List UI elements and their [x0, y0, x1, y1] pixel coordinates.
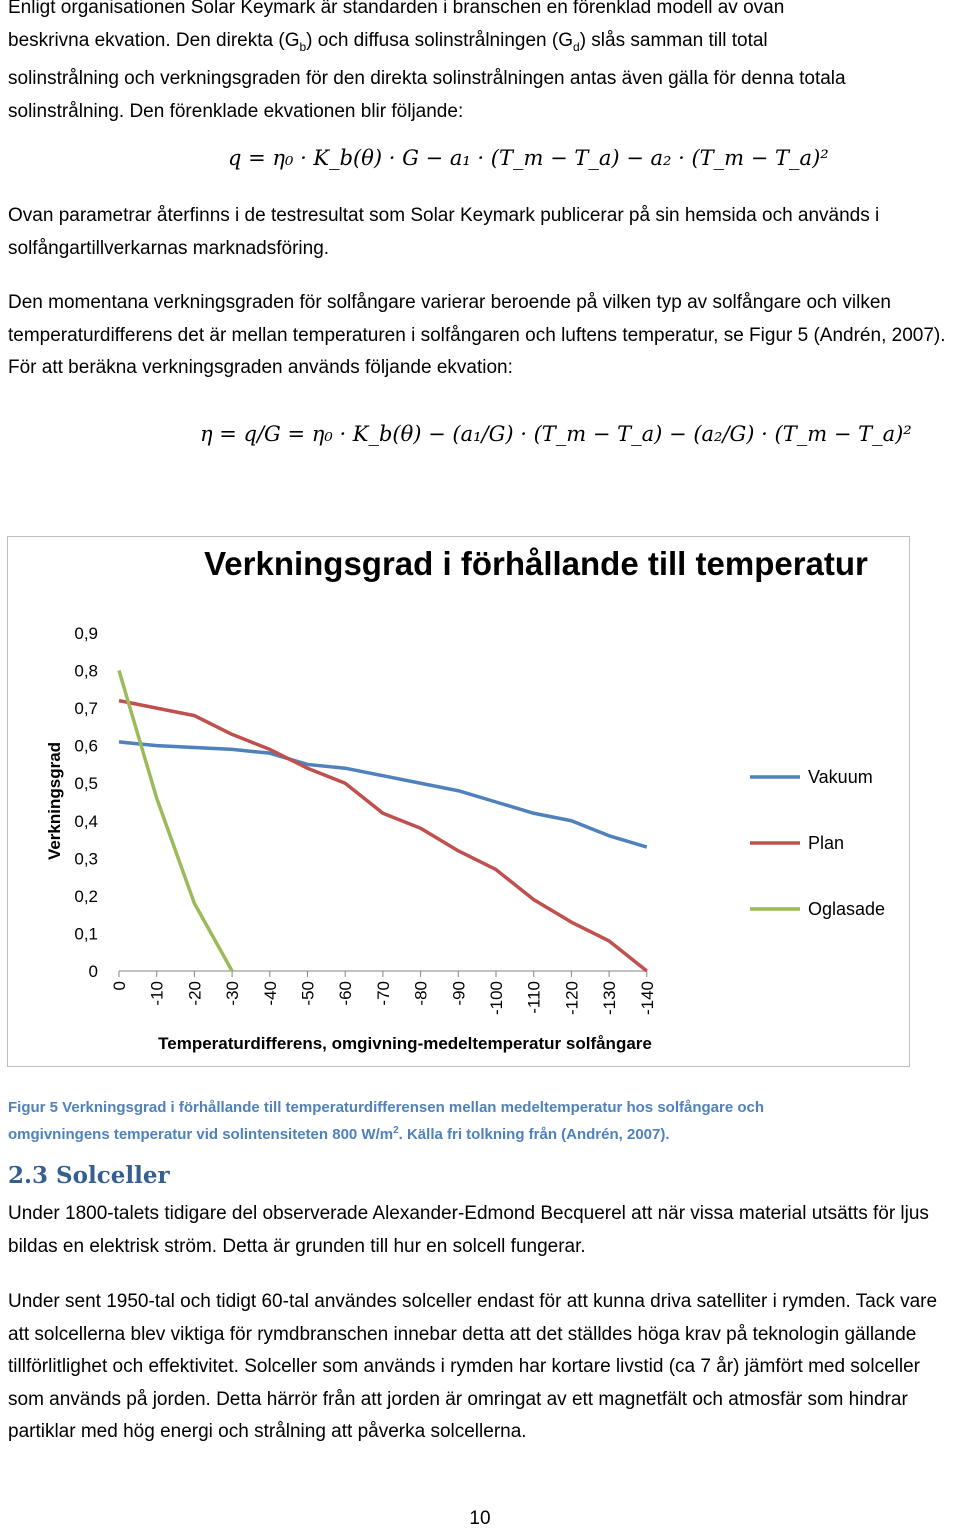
paragraph-efficiency: Den momentana verkningsgraden för solfångare varierar beroende på vilken typ av solfångare och vilken temperaturdifferens det är mellan temperaturen i solfångaren och luftens temperatur, se Figur 5 (Andrén, 2007). För att beräkna verkningsgraden används följande ekvation: [8, 292, 946, 379]
subscript-b: b [299, 39, 307, 54]
equation-2: η = q/G = η₀ · K_b(θ) − (a₁/G) · (T_m − T_a) − (a₂/G) · (T_m − T_a)² [200, 422, 912, 446]
y-axis-label: Verkningsgrad [45, 741, 64, 861]
y-tick-label: 0,6 [74, 736, 98, 756]
caption-line-2b: . Källa fri tolkning från (Andrén, 2007). [398, 1126, 670, 1143]
chart-frame [7, 536, 910, 1067]
chart-title: Verkningsgrad i förhållande till temperatur [204, 545, 868, 582]
x-axis-label: Temperaturdifferens, omgivning-medeltemperatur solfångare [158, 1034, 652, 1053]
x-tick-label: -110 [524, 981, 544, 1014]
efficiency-chart [8, 537, 911, 1068]
x-tick-label: -100 [487, 981, 506, 1016]
y-tick-label: 0,3 [74, 849, 98, 869]
paragraph-space: Under sent 1950-tal och tidigt 60-tal användes solceller endast för att kunna driva satelliter i rymden. Tack vare att solcellerna blev viktiga för rymdbranschen innebar detta att det ställdes höga krav på teknologin gällande tillförlitlighet och effektivitet. Solceller som används i rymden har kortare livstid (ca 7 år) jämfört med solceller som används på jorden. Detta härrör från att jorden är omringat av ett magnetfält och atmosfär som hindrar partiklar med hög energi och strålning att påverka solcellerna. [8, 1291, 938, 1443]
paragraph-parameters: Ovan parametrar återfinns i de testresultat som Solar Keymark publicerar på sin hemsida och används i solfångartillverkarnas marknadsföring. [8, 205, 880, 259]
x-tick-label: -70 [373, 981, 393, 1006]
x-tick-label: -80 [411, 981, 431, 1006]
subscript-d: d [573, 39, 580, 54]
intro-line-4: solinstrålning. Den förenklade ekvationen blir följande: [8, 100, 464, 122]
intro-line-2a: beskrivna ekvation. Den direkta (G [8, 29, 300, 51]
x-tick-label: -120 [562, 981, 582, 1016]
caption-superscript: 2 [393, 1125, 399, 1136]
x-tick-label: -140 [637, 981, 657, 1016]
series-line-oglasade [119, 671, 232, 971]
section-number: 2.3 [8, 1162, 49, 1189]
y-tick-label: 0 [88, 962, 98, 981]
legend-label-plan: Plan [808, 833, 845, 853]
series-line-plan [119, 701, 647, 971]
x-tick-label: -130 [600, 981, 620, 1016]
page-number: 10 [469, 1508, 491, 1529]
y-tick-label: 0,9 [74, 624, 98, 643]
section-title: Solceller [56, 1162, 170, 1189]
caption-line-2a: omgivningens temperatur vid solintensiteten 800 W/m [8, 1126, 394, 1143]
intro-paragraph [8, 0, 956, 128]
x-tick-label: -10 [147, 981, 167, 1006]
intro-line-1: Enligt organisationen Solar Keymark är standarden i branschen en förenklad modell av ovan [8, 0, 785, 18]
legend [750, 767, 885, 919]
y-tick-label: 0,2 [74, 886, 98, 906]
equation-1: q = η₀ · K_b(θ) · G − a₁ · (T_m − T_a) − a₂ · (T_m − T_a)² [228, 146, 829, 170]
y-tick-label: 0,7 [74, 699, 98, 719]
x-tick-label: -30 [223, 981, 243, 1006]
paragraph-becquerel: Under 1800-talets tidigare del observerade Alexander-Edmond Becquerel att när vissa material utsätts för ljus bildas en elektrisk ström. Detta är grunden till hur en solcell fungerar. [8, 1203, 929, 1257]
caption-line-1: Figur 5 Verkningsgrad i förhållande till temperaturdifferensen mellan medeltemperatur hos solfångare och [8, 1099, 765, 1116]
series-layer [119, 671, 647, 971]
x-tick-label: -50 [298, 981, 318, 1006]
intro-line-2b: ) och diffusa solinstrålningen (G [306, 29, 574, 51]
x-tick-label: -60 [336, 981, 356, 1006]
figure-caption [8, 1096, 956, 1146]
legend-label-vakuum: Vakuum [808, 767, 873, 787]
intro-line-3: solinstrålning och verkningsgraden för den direkta solinstrålningen antas även gälla för denna totala [8, 67, 846, 89]
x-tick-label: -40 [260, 981, 280, 1006]
y-tick-label: 0,4 [74, 811, 98, 831]
y-tick-label: 0,5 [74, 774, 98, 794]
x-tick-label: -90 [449, 981, 469, 1006]
intro-line-2c: ) slås samman till total [579, 29, 768, 51]
x-tick-label: 0 [110, 981, 129, 991]
x-tick-label: -20 [185, 981, 205, 1006]
legend-label-oglasade: Oglasade [808, 899, 886, 919]
y-tick-label: 0,8 [74, 661, 98, 681]
series-line-vakuum [119, 742, 647, 847]
y-tick-label: 0,1 [74, 924, 98, 944]
section-heading [8, 1162, 170, 1189]
